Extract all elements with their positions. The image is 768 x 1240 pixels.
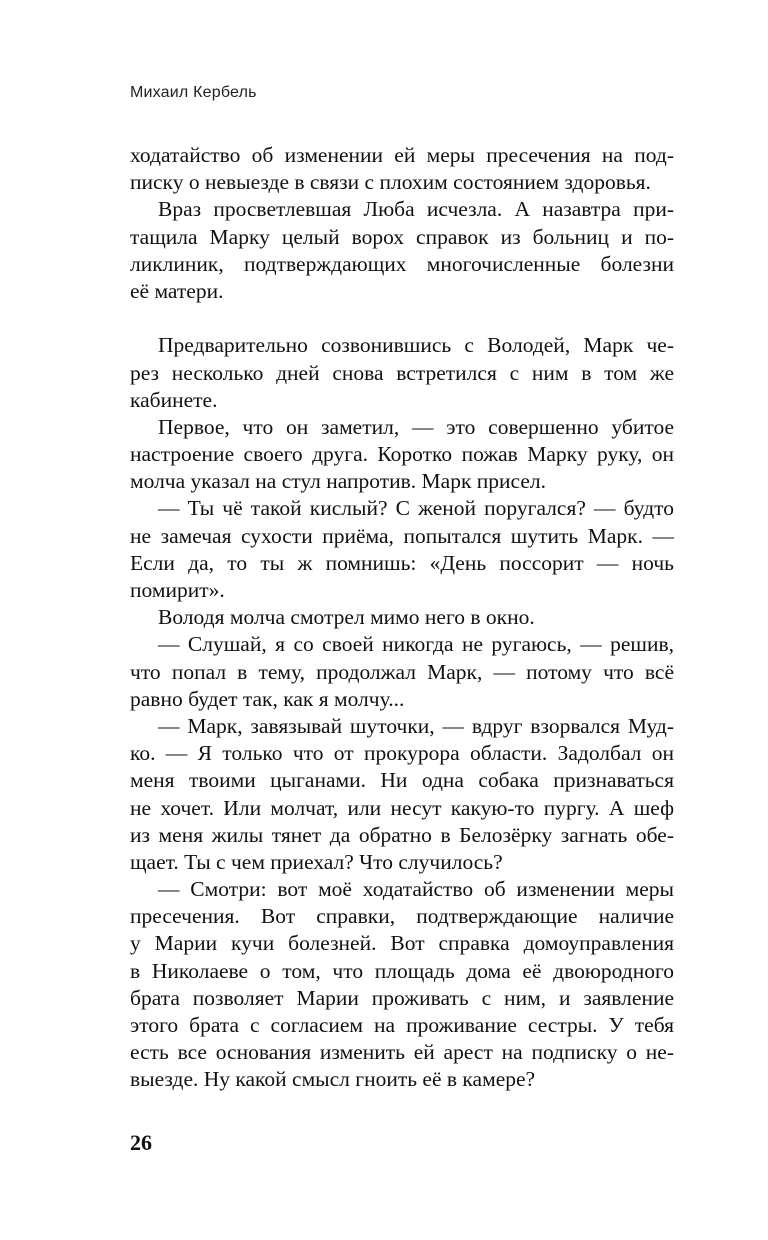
text-line: молча указал на стул напротив. Марк присел. — [130, 469, 546, 494]
text-line: не хочет. Или молчат, или несут какую-то пургу. А шеф — [130, 795, 674, 820]
text-line: Володя молча смотрел мимо него в окно. — [158, 605, 535, 630]
paragraph-gap — [130, 305, 674, 332]
text-line: — Ты чё такой кислый? С женой поругался? — будто — [158, 496, 674, 521]
text-line: писку о невыезде в связи с плохим состоянием здоровья. — [130, 170, 651, 195]
text-line: рез несколько дней снова встретился с ним в том же — [130, 360, 674, 385]
text-line: у Марии кучи болезней. Вот справка домоуправления — [130, 931, 674, 956]
text-line: щает. Ты с чем приехал? Что случилось? — [130, 849, 503, 874]
text-line: выезде. Ну какой смысл гноить её в камере? — [130, 1067, 536, 1092]
text-line: ликлиник, подтверждающих многочисленные болезни — [130, 251, 674, 276]
text-line: есть все основания изменить ей арест на подписку о не- — [130, 1040, 674, 1065]
running-head-author: Михаил Кербель — [130, 84, 257, 101]
text-line: ходатайство об изменении ей меры пресечения на под- — [130, 143, 674, 167]
text-line: меня твоими цыганами. Ни одна собака признаваться — [130, 768, 674, 793]
text-line: Враз просветлевшая Люба исчезла. А назавтра при- — [158, 197, 674, 222]
text-line: не замечая сухости приёма, попытался шутить Марк. — — [130, 523, 674, 548]
text-line: брата позволяет Марии проживать с ним, и заявление — [130, 985, 674, 1010]
text-line: этого брата с согласием на проживание сестры. У тебя — [130, 1013, 674, 1037]
text-line: — Слушай, я со своей никогда не ругаюсь, — решив, — [158, 632, 674, 657]
text-line: пресечения. Вот справки, подтверждающие наличие — [130, 904, 674, 929]
text-line: Если да, то ты ж помнишь: «День поссорит — ночь — [130, 550, 674, 575]
page-number: 26 — [130, 1130, 152, 1155]
text-line: настроение своего друга. Коротко пожав Марку руку, он — [130, 442, 674, 467]
body-text — [130, 142, 674, 1094]
text-line: помирит». — [130, 578, 225, 602]
text-line: в Николаеве о том, что площадь дома её двоюродного — [130, 958, 674, 983]
text-line: Первое, что он заметил, — это совершенно убитое — [158, 414, 674, 439]
text-line: Предварительно созвонившись с Володей, Марк че- — [158, 333, 674, 358]
text-line: — Смотри: вот моё ходатайство об изменении меры — [158, 877, 674, 902]
text-line: кабинете. — [130, 387, 218, 412]
text-line: из меня жилы тянет да обратно в Белозёрку загнать обе- — [130, 822, 674, 847]
text-line: — Марк, завязывай шуточки, — вдруг взорвался Муд- — [158, 713, 674, 738]
text-line: равно будет так, как я молчу... — [130, 686, 405, 711]
text-line: её матери. — [130, 278, 224, 303]
text-line: ко. — Я только что от прокурора области. Задолбал он — [130, 741, 674, 766]
text-line: тащила Марку целый ворох справок из больниц и по- — [130, 224, 674, 249]
text-line: что попал в тему, продолжал Марк, — потому что всё — [130, 659, 674, 684]
